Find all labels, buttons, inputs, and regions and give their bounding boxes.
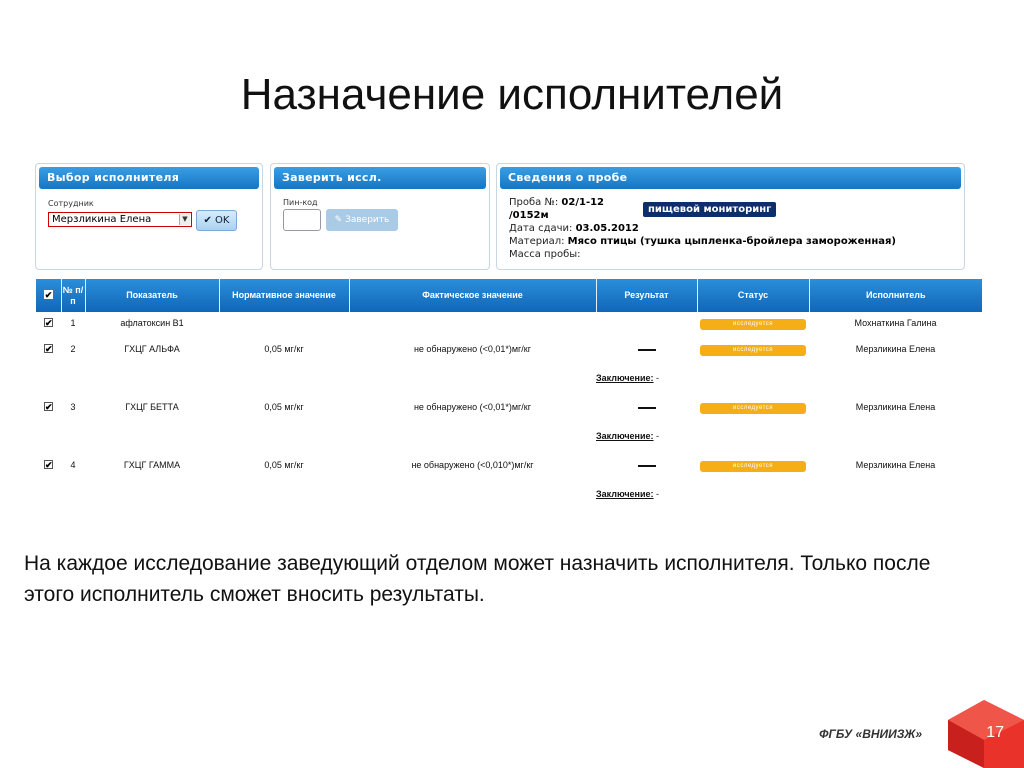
row-actual: не обнаружено (<0,01*)мг/кг bbox=[413, 402, 532, 412]
row-checkbox[interactable]: ✔ bbox=[45, 402, 53, 412]
row-executor[interactable]: Мерзликина Елена bbox=[855, 402, 936, 412]
table-row bbox=[36, 450, 982, 480]
monitoring-badge: пищевой мониторинг bbox=[643, 202, 776, 217]
table-header-row bbox=[36, 279, 982, 312]
chevron-down-icon[interactable]: ▼ bbox=[179, 214, 190, 225]
footer-organization: ФГБУ «ВНИИЗЖ» bbox=[819, 727, 922, 741]
table-row bbox=[36, 334, 982, 364]
executor-select-panel bbox=[35, 163, 263, 270]
row-executor[interactable]: Мерзликина Елена bbox=[855, 344, 936, 354]
row-num: 3 bbox=[70, 402, 76, 412]
row-result bbox=[596, 312, 697, 334]
row-num: 2 bbox=[70, 344, 76, 354]
probe-panel-header: Сведения о пробе bbox=[500, 167, 961, 189]
header-normative: Нормативное значение bbox=[219, 279, 349, 312]
employee-select-value: Мерзликина Елена bbox=[52, 214, 152, 225]
header-actual: Фактическое значение bbox=[349, 279, 596, 312]
probe-number-cont: /0152м bbox=[509, 210, 549, 221]
row-actual: не обнаружено (<0,01*)мг/кг bbox=[413, 344, 532, 354]
corner-decoration-icon bbox=[944, 698, 1024, 768]
probe-info-panel bbox=[496, 163, 965, 270]
result-dash bbox=[638, 407, 656, 409]
select-all-checkbox[interactable]: ✔ bbox=[44, 290, 53, 300]
conclusion-row bbox=[36, 480, 982, 508]
result-dash bbox=[638, 465, 656, 467]
row-indicator: ГХЦГ АЛЬФА bbox=[124, 344, 180, 354]
probe-number-value: 02/1-12 bbox=[561, 197, 605, 208]
probe-number: Проба №: 02/1-12 bbox=[509, 197, 605, 208]
status-badge: исследуется bbox=[700, 345, 806, 356]
employee-select[interactable] bbox=[48, 212, 192, 227]
sign-panel-header: Заверить иссл. bbox=[274, 167, 486, 189]
sign-button[interactable]: ✎ Заверить bbox=[326, 209, 398, 231]
row-indicator: ГХЦГ БЕТТА bbox=[125, 402, 179, 412]
probe-date-value: 03.05.2012 bbox=[575, 223, 639, 234]
header-executor: Исполнитель bbox=[809, 279, 982, 312]
header-status: Статус bbox=[697, 279, 809, 312]
page-number: 17 bbox=[986, 724, 1004, 741]
header-indicator: Показатель bbox=[85, 279, 219, 312]
table-row bbox=[36, 312, 982, 334]
row-normative: 0,05 мг/кг bbox=[264, 402, 304, 412]
row-normative: 0,05 мг/кг bbox=[264, 460, 304, 470]
probe-material: Материал: Мясо птицы (тушка цыпленка-бройлера замороженная) bbox=[509, 236, 896, 247]
conclusion-row bbox=[36, 364, 982, 392]
row-checkbox[interactable]: ✔ bbox=[45, 460, 53, 470]
row-checkbox[interactable]: ✔ bbox=[45, 344, 53, 354]
row-normative bbox=[219, 312, 349, 334]
employee-label: Сотрудник bbox=[48, 199, 94, 208]
probe-material-value: Мясо птицы (тушка цыпленка-бройлера замороженная) bbox=[567, 236, 896, 247]
research-table bbox=[36, 279, 982, 508]
row-normative: 0,05 мг/кг bbox=[264, 344, 304, 354]
row-actual bbox=[349, 312, 596, 334]
row-executor[interactable]: Мерзликина Елена bbox=[855, 460, 936, 470]
conclusion: Заключение: - bbox=[596, 489, 660, 499]
row-actual: не обнаружено (<0,010*)мг/кг bbox=[411, 460, 534, 470]
ok-button[interactable]: ✔ OK bbox=[196, 210, 237, 231]
status-badge: исследуется bbox=[700, 403, 806, 414]
row-indicator: афлатоксин В1 bbox=[120, 318, 184, 328]
row-indicator: ГХЦГ ГАММА bbox=[123, 460, 181, 470]
row-num: 4 bbox=[70, 460, 76, 470]
probe-mass: Масса пробы: bbox=[509, 249, 581, 260]
pin-label: Пин-код bbox=[283, 198, 318, 207]
header-result: Результат bbox=[596, 279, 697, 312]
header-check[interactable] bbox=[36, 279, 61, 312]
conclusion-row bbox=[36, 422, 982, 450]
pin-input[interactable] bbox=[283, 209, 321, 231]
probe-date: Дата сдачи: 03.05.2012 bbox=[509, 223, 639, 234]
description-text: На каждое исследование заведующий отделом может назначить исполнителя. Только после этого исполнитель сможет вносить результаты. bbox=[24, 552, 931, 606]
row-num: 1 bbox=[70, 318, 76, 328]
result-dash bbox=[638, 349, 656, 351]
table-row bbox=[36, 392, 982, 422]
conclusion: Заключение: - bbox=[596, 431, 660, 441]
executor-panel-header: Выбор исполнителя bbox=[39, 167, 259, 189]
status-badge: исследуется bbox=[700, 461, 806, 472]
row-executor[interactable]: Мохнаткина Галина bbox=[854, 318, 937, 328]
conclusion: Заключение: - bbox=[596, 373, 660, 383]
row-checkbox[interactable]: ✔ bbox=[45, 318, 53, 328]
sign-panel bbox=[270, 163, 490, 270]
status-badge: исследуется bbox=[700, 319, 806, 330]
header-num: № п/п bbox=[61, 279, 85, 312]
slide-title: Назначение исполнителей bbox=[240, 70, 784, 119]
